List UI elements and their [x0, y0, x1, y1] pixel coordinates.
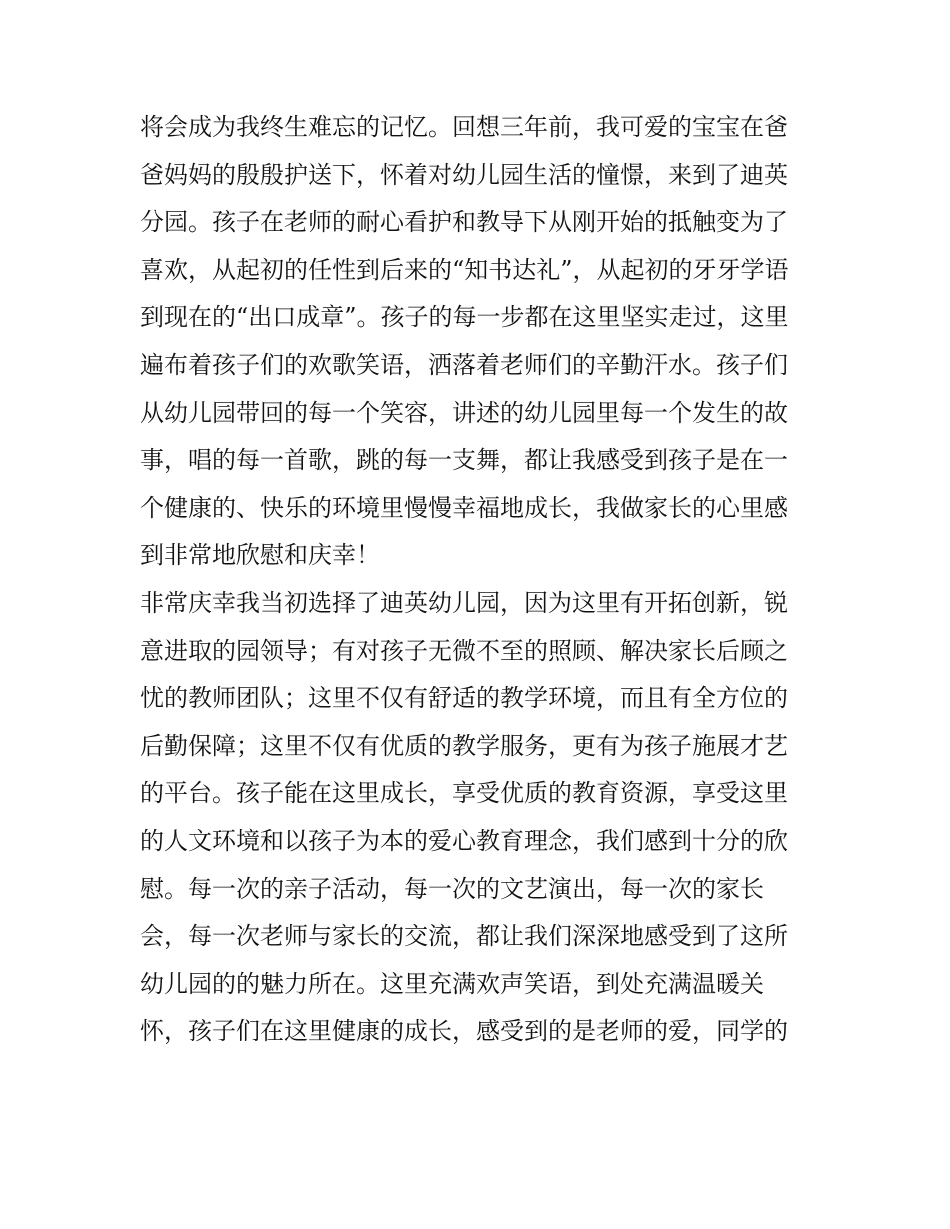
text-line: 非常庆幸我当初选择了迪英幼儿园，因为这里有开拓创新，锐: [140, 588, 788, 617]
document-page: [140, 104, 820, 1056]
text-line: 意进取的园领导；有对孩子无微不至的照顾、解决家长后顾之: [140, 636, 788, 665]
text-line: 慰。每一次的亲子活动，每一次的文艺演出，每一次的家长: [140, 874, 764, 903]
text-line: 幼儿园的的魅力所在。这里充满欢声笑语，到处充满温暖关: [140, 969, 764, 998]
text-line: 将会成为我终生难忘的记忆。回想三年前，我可爱的宝宝在爸: [140, 113, 788, 141]
text-line: 分园。孩子在老师的耐心看护和教导下从刚开始的抵触变为了: [140, 208, 788, 237]
text-line: 事，唱的每一首歌，跳的每一支舞，都让我感受到孩子是在一: [140, 446, 788, 475]
paragraph-2: [140, 580, 820, 1056]
text-line: 到现在的“出口成章”。孩子的每一步都在这里坚实走过，这里: [140, 303, 789, 332]
text-line: 个健康的、快乐的环境里慢慢幸福地成长，我做家长的心里感: [140, 493, 788, 522]
text-line: 会，每一次老师与家长的交流，都让我们深深地感受到了这所: [140, 922, 788, 951]
text-line: 忧的教师团队；这里不仅有舒适的教学环境，而且有全方位的: [140, 684, 788, 713]
text-line: 爸妈妈的殷殷护送下，怀着对幼儿园生活的憧憬，来到了迪英: [140, 160, 788, 189]
text-line: 后勤保障；这里不仅有优质的教学服务，更有为孩子施展才艺: [140, 731, 788, 760]
text-line: 怀，孩子们在这里健康的成长，感受到的是老师的爱，同学的: [140, 1017, 788, 1046]
text-line: 遍布着孩子们的欢歌笑语，洒落着老师们的辛勤汗水。孩子们: [140, 350, 788, 379]
paragraph-1: [140, 104, 820, 580]
text-line: 喜欢，从起初的任性到后来的“知书达礼”，从起初的牙牙学语: [140, 255, 789, 284]
text-line: 的平台。孩子能在这里成长，享受优质的教育资源，享受这里: [140, 779, 788, 808]
text-line: 的人文环境和以孩子为本的爱心教育理念，我们感到十分的欣: [140, 826, 788, 855]
text-line: 到非常地欣慰和庆幸！: [140, 541, 380, 570]
text-line: 从幼儿园带回的每一个笑容，讲述的幼儿园里每一个发生的故: [140, 398, 788, 427]
